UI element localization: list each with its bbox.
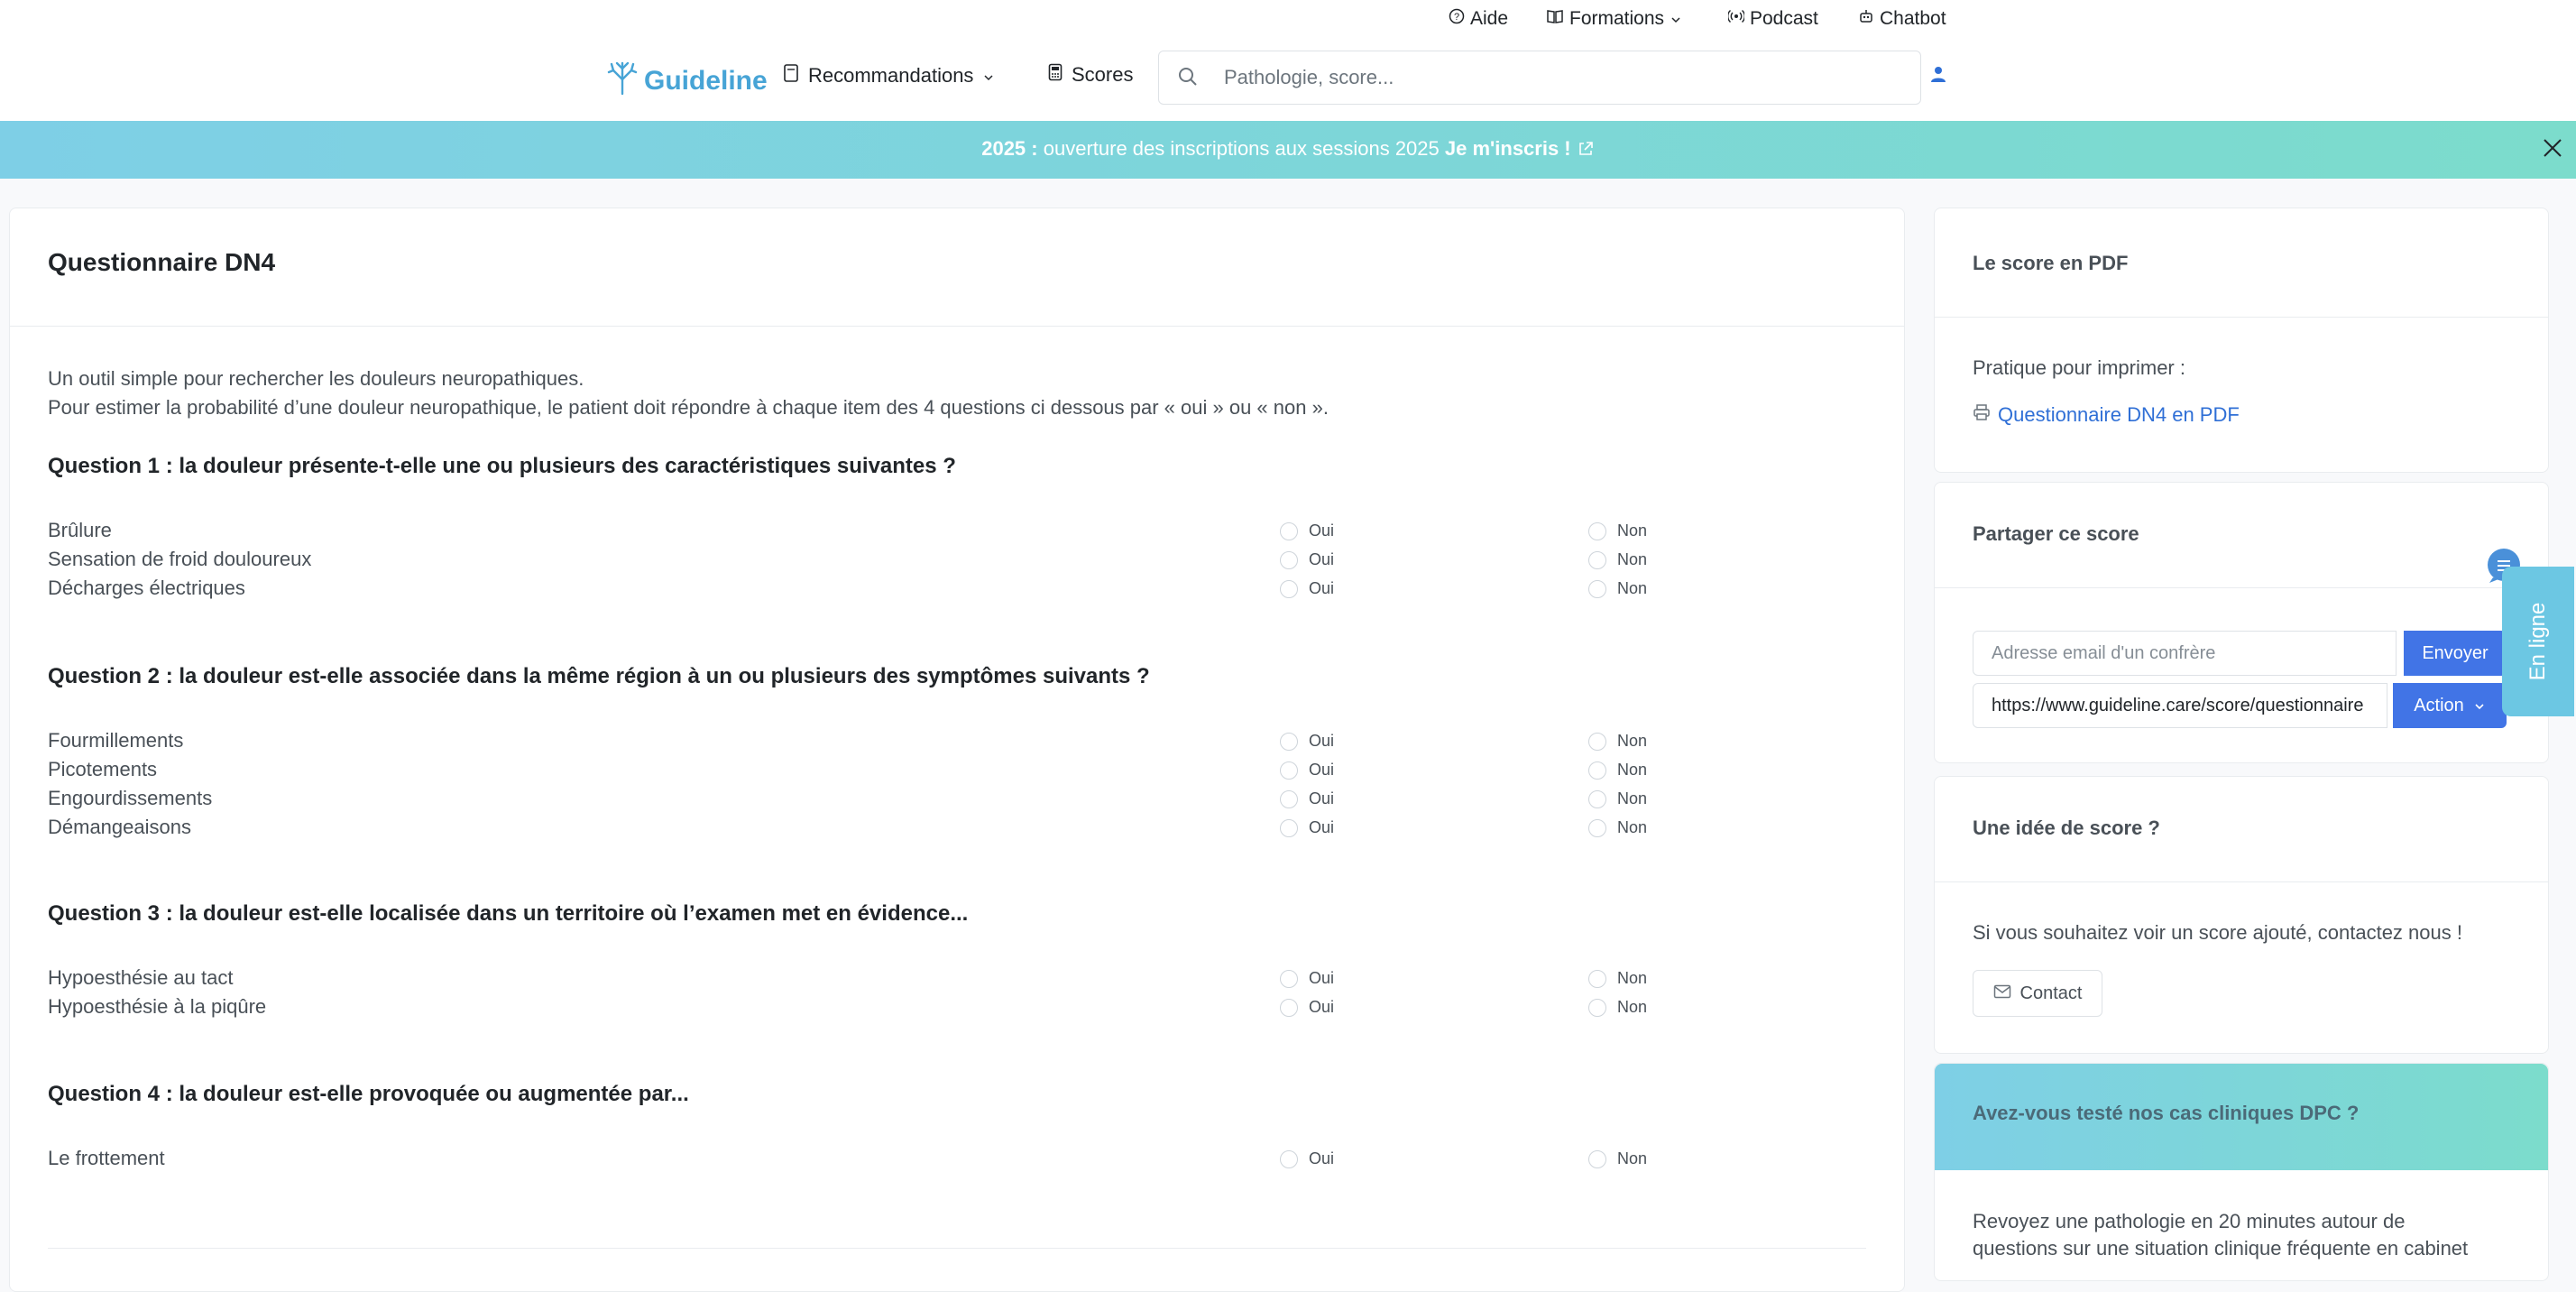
divider — [1935, 317, 2548, 318]
radio-circle[interactable] — [1588, 819, 1606, 837]
recommandations-label: Recommandations — [808, 64, 974, 87]
question-item-label: Sensation de froid douloureux — [48, 548, 312, 570]
pdf-card — [1934, 208, 2549, 473]
radio-circle[interactable] — [1588, 790, 1606, 808]
search-icon — [1177, 66, 1199, 92]
tree-logo-icon — [606, 60, 639, 103]
radio-circle[interactable] — [1280, 819, 1298, 837]
logo[interactable] — [606, 60, 768, 103]
share-card — [1934, 482, 2549, 763]
radio-circle[interactable] — [1280, 790, 1298, 808]
question-item-label: Engourdissements — [48, 787, 213, 809]
radio-non-label: Non — [1617, 521, 1648, 540]
radio-oui[interactable] — [1280, 789, 1334, 808]
score-idea-title: Une idée de score ? — [1973, 817, 2160, 839]
radio-non-label: Non — [1617, 732, 1648, 750]
action-label: Action — [2414, 695, 2464, 715]
question-item-label: Brûlure — [48, 519, 112, 541]
pdf-card-text: Pratique pour imprimer : — [1973, 356, 2185, 379]
score-idea-text: Si vous souhaitez voir un score ajouté, contactez nous ! — [1973, 921, 2462, 944]
radio-circle[interactable] — [1280, 522, 1298, 540]
radio-oui[interactable] — [1280, 998, 1334, 1017]
radio-circle[interactable] — [1280, 551, 1298, 569]
radio-non-label: Non — [1617, 550, 1648, 568]
radio-oui[interactable] — [1280, 818, 1334, 837]
user-icon — [1930, 71, 1946, 87]
radio-circle[interactable] — [1588, 1150, 1606, 1168]
recommandations-menu[interactable] — [783, 63, 995, 88]
radio-non-label: Non — [1617, 969, 1648, 987]
score-idea-card — [1934, 776, 2549, 1054]
logo-text: Guideline — [644, 66, 768, 96]
radio-circle[interactable] — [1280, 733, 1298, 751]
chevron-down-icon — [982, 64, 995, 88]
announcement-banner — [0, 121, 2576, 179]
online-chat-label: En ligne — [2525, 602, 2550, 681]
question-item-label: Décharges électriques — [48, 577, 245, 599]
radio-oui[interactable] — [1280, 969, 1334, 988]
document-icon — [783, 63, 799, 88]
pdf-card-title: Le score en PDF — [1973, 252, 2129, 274]
radio-oui-label: Oui — [1309, 969, 1335, 987]
radio-oui[interactable] — [1280, 579, 1334, 598]
radio-oui-label: Oui — [1309, 579, 1335, 597]
radio-non[interactable] — [1588, 969, 1647, 988]
radio-circle[interactable] — [1280, 970, 1298, 988]
user-account-button[interactable] — [1930, 65, 1946, 88]
radio-circle[interactable] — [1280, 580, 1298, 598]
banner-text: ouverture des inscriptions aux sessions 2025 — [1043, 137, 1440, 160]
calculator-icon — [1048, 63, 1063, 87]
radio-oui-label: Oui — [1309, 761, 1335, 779]
formations-label: Formations — [1569, 8, 1665, 29]
radio-oui-label: Oui — [1309, 789, 1335, 808]
robot-icon — [1858, 8, 1874, 30]
send-button[interactable]: Envoyer — [2404, 631, 2507, 676]
question-title: Question 4 : la douleur est-elle provoquée ou augmentée par... — [48, 1082, 689, 1106]
share-card-title: Partager ce score — [1973, 522, 2139, 545]
podcast-label: Podcast — [1750, 8, 1818, 29]
banner-year: 2025 : — [981, 137, 1038, 160]
radio-circle[interactable] — [1588, 761, 1606, 780]
page-title: Questionnaire DN4 — [48, 248, 276, 276]
external-link-icon — [1577, 137, 1595, 160]
radio-non[interactable] — [1588, 1149, 1647, 1168]
online-chat-tab[interactable] — [2502, 567, 2574, 716]
radio-oui-label: Oui — [1309, 818, 1335, 836]
question-item-label: Hypoesthésie au tact — [48, 966, 234, 989]
podcast-link[interactable] — [1728, 8, 1818, 30]
radio-circle[interactable] — [1588, 999, 1606, 1017]
radio-circle[interactable] — [1280, 999, 1298, 1017]
radio-oui[interactable] — [1280, 550, 1334, 569]
chevron-down-icon — [2473, 696, 2486, 716]
radio-non-label: Non — [1617, 998, 1648, 1016]
svg-text:?: ? — [1453, 12, 1460, 23]
radio-oui-label: Oui — [1309, 521, 1335, 540]
book-icon — [1546, 8, 1564, 30]
radio-circle[interactable] — [1588, 522, 1606, 540]
question-item-label: Fourmillements — [48, 729, 184, 752]
question-title: Question 3 : la douleur est-elle localisée dans un territoire où l’examen met en évidence... — [48, 901, 969, 926]
radio-circle[interactable] — [1280, 1150, 1298, 1168]
question-title: Question 1 : la douleur présente-t-elle une ou plusieurs des caractéristiques suivantes ? — [48, 454, 956, 478]
radio-non-label: Non — [1617, 818, 1648, 836]
radio-non[interactable] — [1588, 761, 1647, 780]
question-item-label: Le frottement — [48, 1147, 165, 1169]
radio-non[interactable] — [1588, 998, 1647, 1017]
chatbot-link[interactable] — [1858, 8, 1946, 30]
radio-oui-label: Oui — [1309, 998, 1335, 1016]
radio-oui[interactable] — [1280, 732, 1334, 751]
questionnaire-card — [9, 208, 1905, 1292]
share-url-field[interactable] — [1973, 683, 2387, 728]
divider — [10, 326, 1904, 327]
help-label: Aide — [1470, 8, 1509, 29]
banner-message — [0, 137, 2576, 161]
radio-oui[interactable] — [1280, 761, 1334, 780]
radio-oui-label: Oui — [1309, 732, 1335, 750]
help-link[interactable] — [1449, 8, 1508, 30]
radio-non[interactable] — [1588, 732, 1647, 751]
pdf-download-label: Questionnaire DN4 en PDF — [1998, 403, 2240, 426]
radio-oui[interactable] — [1280, 1149, 1334, 1168]
radio-oui-label: Oui — [1309, 1149, 1335, 1167]
close-icon — [2540, 149, 2565, 164]
radio-circle[interactable] — [1588, 551, 1606, 569]
chevron-down-icon — [1670, 8, 1682, 30]
intro-line-2: Pour estimer la probabilité d’une douleur neuropathique, le patient doit répondre à chaque item des 4 questions ci dessous par « oui » ou « non ». — [48, 396, 1329, 419]
scores-menu[interactable] — [1048, 63, 1133, 87]
dpc-text-line-2: questions sur une situation clinique fréquente en cabinet — [1973, 1237, 2469, 1260]
radio-non-label: Non — [1617, 1149, 1648, 1167]
search-box — [1158, 51, 1921, 105]
radio-circle[interactable] — [1280, 761, 1298, 780]
radio-non-label: Non — [1617, 761, 1648, 779]
radio-oui[interactable] — [1280, 521, 1334, 540]
question-item-label: Picotements — [48, 758, 158, 780]
radio-circle[interactable] — [1588, 970, 1606, 988]
action-dropdown-button[interactable] — [2393, 683, 2507, 728]
scores-label: Scores — [1072, 63, 1134, 86]
radio-non-label: Non — [1617, 789, 1648, 808]
chatbot-label: Chatbot — [1880, 8, 1946, 29]
radio-non-label: Non — [1617, 579, 1648, 597]
navbar — [0, 40, 2576, 122]
search-input[interactable] — [1222, 60, 1893, 96]
banner-close-button[interactable] — [2540, 135, 2565, 165]
question-item-label: Hypoesthésie à la piqûre — [48, 995, 267, 1018]
question-item-label: Démangeaisons — [48, 816, 191, 838]
divider — [1935, 587, 2548, 588]
dpc-text-line-1: Revoyez une pathologie en 20 minutes autour de — [1973, 1210, 2406, 1232]
divider — [48, 1248, 1866, 1249]
intro-line-1: Un outil simple pour rechercher les douleurs neuropathiques. — [48, 367, 584, 390]
radio-non[interactable] — [1588, 521, 1647, 540]
radio-non[interactable] — [1588, 550, 1647, 569]
banner-signup-link[interactable]: Je m'inscris ! — [1444, 137, 1571, 160]
radio-circle[interactable] — [1588, 733, 1606, 751]
podcast-icon — [1728, 8, 1744, 30]
question-title: Question 2 : la douleur est-elle associée dans la même région à un ou plusieurs des symptômes suivants ? — [48, 664, 1150, 688]
top-links-bar — [0, 0, 2576, 40]
pdf-download-link[interactable] — [1973, 403, 2240, 427]
radio-non[interactable] — [1588, 789, 1647, 808]
contact-button[interactable] — [1973, 970, 2102, 1017]
contact-label: Contact — [2019, 983, 2083, 1003]
formations-link[interactable] — [1546, 8, 1682, 30]
envelope-icon — [1993, 983, 2011, 1004]
radio-circle[interactable] — [1588, 580, 1606, 598]
dpc-card — [1934, 1063, 2549, 1281]
divider — [1935, 881, 2548, 882]
printer-icon — [1973, 403, 1991, 427]
dpc-card-title: Avez-vous testé nos cas cliniques DPC ? — [1973, 1102, 2360, 1124]
email-field[interactable] — [1973, 631, 2397, 676]
help-icon — [1449, 8, 1465, 30]
radio-oui-label: Oui — [1309, 550, 1335, 568]
radio-non[interactable] — [1588, 818, 1647, 837]
radio-non[interactable] — [1588, 579, 1647, 598]
